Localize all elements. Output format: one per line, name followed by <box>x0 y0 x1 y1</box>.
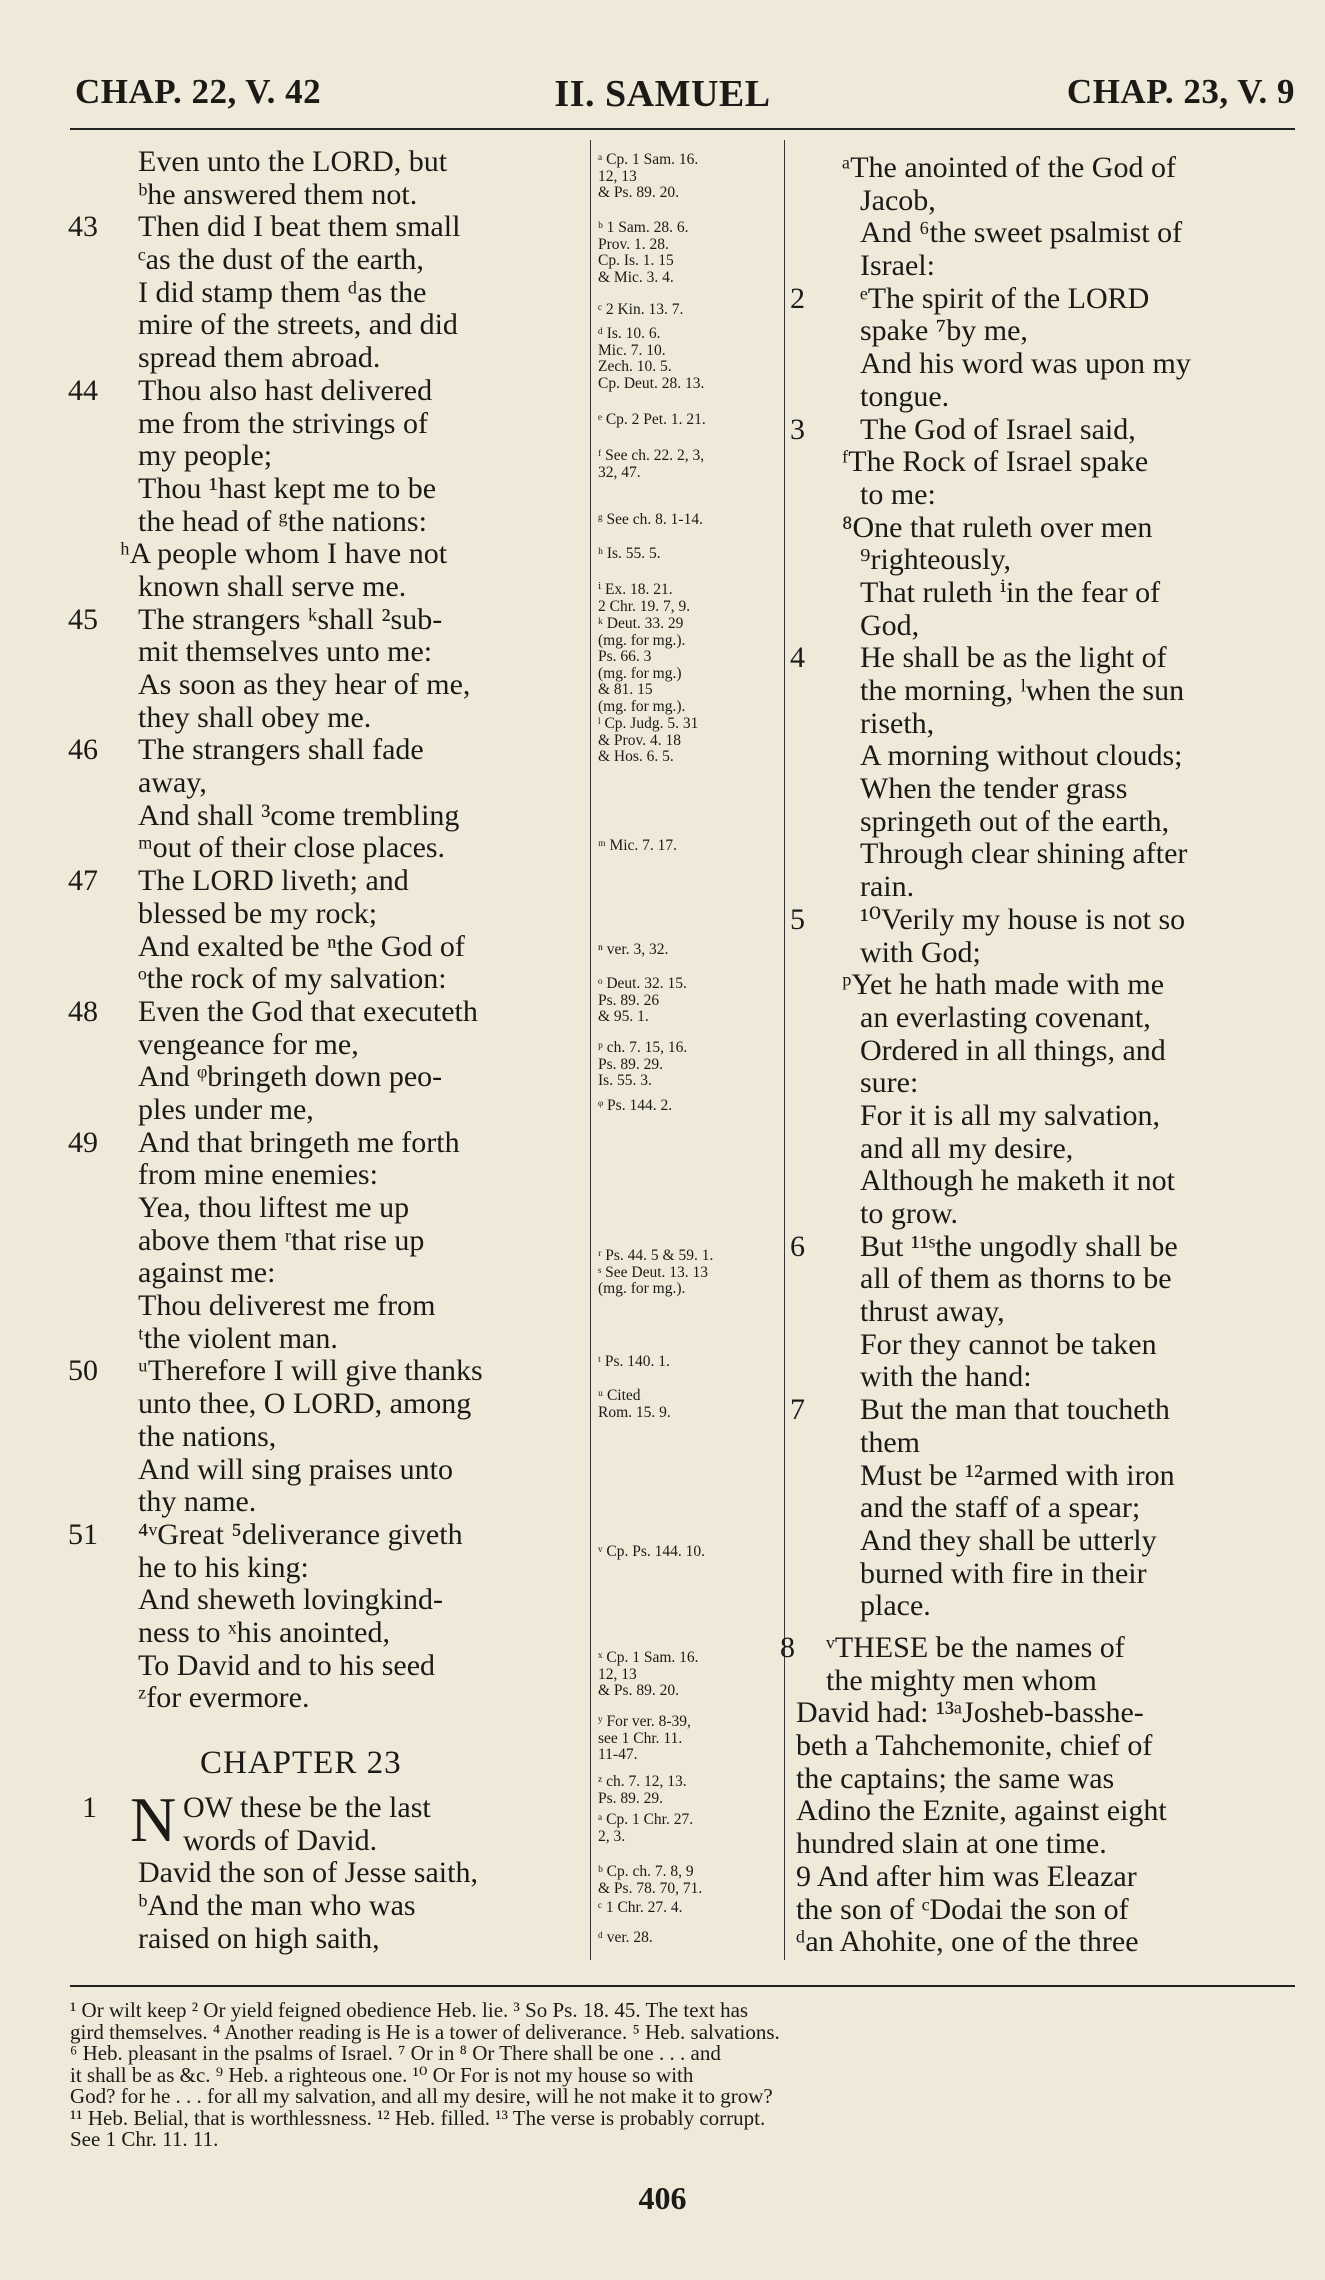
verse-number: 47 <box>68 864 98 898</box>
verse-line <box>68 408 576 441</box>
verse-text: And will sing praises unto <box>138 1452 453 1486</box>
verse-text: with the hand: <box>860 1360 1032 1394</box>
verse-number: 6 <box>790 1229 805 1263</box>
verse-text: But the man that toucheth <box>860 1393 1170 1427</box>
verse-text: For it is all my salvation, <box>860 1098 1160 1132</box>
verse-text: ᵘTherefore I will give thanks <box>138 1354 483 1388</box>
verse-line <box>790 1492 1295 1525</box>
verse-text: ᵖYet he hath made with me <box>842 968 1165 1002</box>
verse-text: And ᵠbringeth down peo- <box>138 1060 443 1094</box>
verse-text: with God; <box>860 935 981 969</box>
verse-number: 5 <box>790 902 805 936</box>
verse-line <box>68 1923 576 1956</box>
verse-line <box>790 1525 1295 1558</box>
verse-text: above them ʳthat rise up <box>138 1223 425 1257</box>
verse-text: and the staff of a spear; <box>860 1491 1141 1525</box>
verse-line <box>790 446 1295 479</box>
verse-line <box>790 1590 1295 1623</box>
verse-text: When the tender grass <box>860 772 1128 806</box>
cross-reference: ʸ For ver. 8-39, see 1 Chr. 11. 11-47. <box>598 1713 691 1763</box>
verse-line <box>790 871 1295 904</box>
verse-line <box>68 1225 576 1258</box>
verse-text: Israel: <box>860 249 935 283</box>
verse-text: burned with fire in their <box>860 1556 1147 1590</box>
verse-line <box>68 1890 576 1923</box>
verse-line <box>68 996 576 1029</box>
verse-number: 45 <box>68 602 98 636</box>
column-divider-left <box>590 140 591 1960</box>
cross-reference: ᵇ 1 Sam. 28. 6. Prov. 1. 28. Cp. Is. 1. 15 & Mic. 3. 4. <box>598 219 689 286</box>
prose-text: David had: ¹³ᵃJosheb-basshe- <box>796 1696 1144 1730</box>
verse-text: For they cannot be taken <box>860 1327 1157 1361</box>
cross-reference: ᵗ Ps. 140. 1. <box>598 1353 670 1370</box>
verse-line <box>790 1231 1295 1264</box>
verse-text: springeth out of the earth, <box>860 804 1170 838</box>
verse-line <box>68 211 576 244</box>
left-text-column <box>68 146 576 1715</box>
verse-line <box>68 1552 576 1585</box>
verse-text: And they shall be utterly <box>860 1523 1157 1557</box>
verse-text: ness to ˣhis anointed, <box>138 1615 390 1649</box>
verse-line <box>68 931 576 964</box>
drop-capital: N <box>130 1784 177 1855</box>
page-number: 406 <box>638 2180 687 2216</box>
chapter-23-opening <box>68 1784 576 1955</box>
verse-text: And that bringeth me forth <box>138 1125 460 1159</box>
verse-text: ᵇhe answered them not. <box>138 177 418 211</box>
prose-text: the mighty men whom <box>826 1663 1097 1697</box>
verse-text: Jacob, <box>860 183 936 217</box>
cross-reference: ⁿ ver. 3, 32. <box>598 941 669 958</box>
verse-text: the head of ᵍthe nations: <box>138 504 427 538</box>
verse-text: ¹⁰Verily my house is not so <box>860 902 1186 936</box>
verse-text: unto thee, O LORD, among <box>138 1387 472 1421</box>
cross-reference: ᵏ Deut. 33. 29 (mg. for mg.). Ps. 66. 3 (mg. for mg.) & 81. 15 (mg. for mg.). <box>598 615 686 715</box>
prose-line <box>790 1665 1295 1698</box>
cross-reference: ᵘ Cited Rom. 15. 9. <box>598 1387 671 1421</box>
verse-line <box>68 1159 576 1192</box>
cross-reference: ⁱ Ex. 18. 21. 2 Chr. 19. 7, 9. <box>598 581 691 615</box>
prose-line <box>790 1730 1295 1763</box>
prose-line <box>790 1697 1295 1730</box>
verse-text: an everlasting covenant, <box>860 1000 1151 1034</box>
verse-text: spake ⁷by me, <box>860 314 1028 348</box>
prose-text: the son of ᶜDodai the son of <box>796 1892 1129 1926</box>
cross-reference: ˣ Cp. 1 Sam. 16. 12, 13 & Ps. 89. 20. <box>598 1649 699 1699</box>
verse-line <box>68 702 576 735</box>
verse-line <box>68 1029 576 1062</box>
verse-text: he to his king: <box>138 1550 309 1584</box>
cross-reference: ᵐ Mic. 7. 17. <box>598 837 678 854</box>
verse-text: the nations, <box>138 1419 277 1453</box>
verse-text: Even unto the LORD, but <box>138 145 448 178</box>
column-divider-right <box>784 140 785 1960</box>
prose-text: ᵛTHESE be the names of <box>826 1631 1125 1664</box>
verse-line <box>68 1857 576 1890</box>
verse-text: And shall ³come trembling <box>138 798 460 832</box>
footnote-rule <box>70 1985 1295 1987</box>
verse-line <box>790 1427 1295 1460</box>
verse-text: Thou also hast delivered <box>138 373 433 407</box>
cross-reference: ʳ Ps. 44. 5 & 59. 1. ˢ See Deut. 13. 13 (mg. for mg.). <box>598 1247 714 1297</box>
cross-reference: ᶻ ch. 7. 12, 13. Ps. 89. 29. <box>598 1773 687 1807</box>
verse-line <box>790 708 1295 741</box>
verse-line <box>790 577 1295 610</box>
verse-text: ⁸One that ruleth over men <box>842 510 1153 544</box>
verse-line <box>68 865 576 898</box>
verse-text: rain. <box>860 870 915 904</box>
verse-line <box>790 806 1295 839</box>
verse-text: they shall obey me. <box>138 700 372 734</box>
verse-line <box>68 1682 576 1715</box>
verse-line <box>68 1486 576 1519</box>
verse-line <box>790 1558 1295 1591</box>
verse-line <box>790 969 1295 1002</box>
prose-section <box>780 1631 1295 1959</box>
verse-text: OW these be the last <box>183 1791 431 1824</box>
cross-reference: ᶜ 2 Kin. 13. 7. <box>598 301 684 318</box>
verse-line <box>790 838 1295 871</box>
cross-reference: ᶜ 1 Chr. 27. 4. <box>598 1899 683 1916</box>
header-right: CHAP. 23, V. 9 <box>1066 72 1295 111</box>
verse-line <box>790 1035 1295 1068</box>
verse-text: As soon as they hear of me, <box>138 668 471 701</box>
verse-line <box>68 898 576 931</box>
header-left: CHAP. 22, V. 42 <box>75 72 322 111</box>
verse-text: Even the God that executeth <box>138 994 478 1028</box>
verse-text: ᵃThe anointed of the God of <box>842 151 1176 184</box>
verse-text: mire of the streets, and did <box>138 308 458 342</box>
verse-number: 46 <box>68 733 98 767</box>
verse-line <box>68 767 576 800</box>
verse-text: Although he maketh it not <box>860 1164 1175 1198</box>
verse-line <box>68 1519 576 1552</box>
right-text-column <box>790 152 1295 1623</box>
verse-text: The LORD liveth; and <box>138 864 409 898</box>
verse-line <box>68 734 576 767</box>
cross-reference: ᵈ ver. 28. <box>598 1929 653 1946</box>
verse-line <box>790 185 1295 218</box>
verse-text: ᵉThe spirit of the LORD <box>860 281 1150 315</box>
verse-text: tongue. <box>860 379 950 413</box>
header-book-title: II. SAMUEL <box>554 73 771 115</box>
verse-line <box>68 375 576 408</box>
verse-text: ʰA people whom I have not <box>120 537 448 571</box>
verse-number: 8 <box>780 1631 795 1664</box>
verse-line <box>68 244 576 277</box>
verse-line <box>68 1192 576 1225</box>
verse-text: God, <box>860 608 920 642</box>
verse-text: vengeance for me, <box>138 1027 359 1061</box>
prose-text: hundred slain at one time. <box>796 1827 1107 1861</box>
verse-line <box>790 1067 1295 1100</box>
verse-text: all of them as thorns to be <box>860 1262 1172 1296</box>
cross-reference: ᵒ Deut. 32. 15. Ps. 89. 26 & 95. 1. <box>598 975 687 1025</box>
verse-line <box>790 1460 1295 1493</box>
cross-reference: ᵛ Cp. Ps. 144. 10. <box>598 1543 706 1560</box>
verse-line <box>790 1100 1295 1133</box>
verse-text: David the son of Jesse saith, <box>138 1856 478 1890</box>
prose-line <box>790 1828 1295 1861</box>
cross-reference: ᵇ Cp. ch. 7. 8, 9 & Ps. 78. 70, 71. <box>598 1863 703 1897</box>
verse-line <box>68 473 576 506</box>
cross-reference: ᵍ See ch. 8. 1-14. <box>598 511 703 528</box>
verse-number: 50 <box>68 1354 98 1388</box>
verse-number: 44 <box>68 373 98 407</box>
verse-text: The strangers shall fade <box>138 733 424 767</box>
verse-line <box>68 146 576 179</box>
verse-line <box>790 1133 1295 1166</box>
verse-line <box>790 937 1295 970</box>
verse-text: The strangers ᵏshall ²sub- <box>138 602 443 636</box>
verse-text: known shall serve me. <box>138 569 407 603</box>
prose-text: beth a Tahchemonite, chief of <box>796 1729 1153 1763</box>
verse-text: from mine enemies: <box>138 1158 378 1192</box>
footnote-line: it shall be as &c. ⁹ Heb. a righteous one. ¹⁰ Or For is not my house so with <box>70 2062 694 2087</box>
cross-reference: ᵃ Cp. 1 Sam. 16. 12, 13 & Ps. 89. 20. <box>598 151 699 201</box>
verse-text: The God of Israel said, <box>860 412 1136 446</box>
verse-line <box>68 1454 576 1487</box>
verse-text: ᶻfor evermore. <box>138 1681 310 1715</box>
verse-line <box>68 832 576 865</box>
verse-line <box>790 610 1295 643</box>
verse-text: Thou ¹hast kept me to be <box>138 471 437 505</box>
verse-text: to me: <box>860 477 936 511</box>
prose-line <box>790 1894 1295 1927</box>
verse-number: 43 <box>68 210 98 244</box>
verse-text: And sheweth lovingkind- <box>138 1583 443 1617</box>
verse-text: blessed be my rock; <box>138 896 378 930</box>
verse-line <box>790 414 1295 447</box>
verse-line <box>68 1355 576 1388</box>
cross-reference: ᵃ Cp. 1 Chr. 27. 2, 3. <box>598 1811 694 1845</box>
verse-number: 7 <box>790 1393 805 1427</box>
chapter-heading: CHAPTER 23 <box>200 1745 402 1781</box>
header-rule <box>70 128 1295 130</box>
footnote-line: ¹¹ Heb. Belial, that is worthlessness. ¹² Heb. filled. ¹³ The verse is probably corrupt. <box>70 2105 766 2130</box>
verse-text: But ¹¹ˢthe ungodly shall be <box>860 1229 1178 1263</box>
verse-text: thy name. <box>138 1485 257 1519</box>
verse-text: the morning, ˡwhen the sun <box>860 674 1185 707</box>
verse-text: raised on high saith, <box>138 1921 380 1955</box>
verse-line <box>790 152 1295 185</box>
verse-line <box>790 1329 1295 1362</box>
verse-line <box>68 636 576 669</box>
verse-line <box>790 1361 1295 1394</box>
verse-line <box>790 773 1295 806</box>
verse-line <box>790 642 1295 675</box>
verse-line <box>68 1323 576 1356</box>
verse-line <box>790 740 1295 773</box>
verse-line <box>790 348 1295 381</box>
verse-text: He shall be as the light of <box>860 641 1167 675</box>
verse-text: them <box>860 1425 920 1459</box>
cross-reference: ᶠ See ch. 22. 2, 3, 32, 47. <box>598 447 705 481</box>
verse-line <box>68 277 576 310</box>
verse-line <box>68 963 576 996</box>
verse-line <box>68 1094 576 1127</box>
verse-line <box>790 217 1295 250</box>
verse-text: Yea, thou liftest me up <box>138 1191 410 1224</box>
verse-text: riseth, <box>860 706 935 740</box>
verse-line <box>68 342 576 375</box>
verse-line <box>68 1617 576 1650</box>
footnote-line: ⁶ Heb. pleasant in the psalms of Israel. ⁷ Or in ⁸ Or There shall be one . . . and <box>70 2041 721 2065</box>
verse-line <box>68 1257 576 1290</box>
prose-line <box>790 1795 1295 1828</box>
verse-line <box>68 1584 576 1617</box>
verse-line <box>68 604 576 637</box>
verse-line <box>790 1394 1295 1427</box>
verse-text: ᶜas the dust of the earth, <box>138 243 424 277</box>
prose-line <box>790 1763 1295 1796</box>
verse-line <box>790 544 1295 577</box>
verse-number: 3 <box>790 412 805 446</box>
verse-line <box>68 309 576 342</box>
verse-text: ᵇAnd the man who was <box>138 1889 416 1923</box>
verse-line <box>68 1127 576 1160</box>
verse-number: 4 <box>790 641 805 675</box>
verse-line <box>790 1002 1295 1035</box>
verse-text: me from the strivings of <box>138 406 428 440</box>
verse-text: words of David. <box>183 1823 378 1857</box>
verse-line <box>790 675 1295 708</box>
verse-line <box>68 1290 576 1323</box>
verse-text: spread them abroad. <box>138 341 381 375</box>
prose-text: Adino the Eznite, against eight <box>796 1794 1167 1828</box>
verse-line <box>68 538 576 571</box>
verse-line <box>68 179 576 212</box>
verse-line <box>68 571 576 604</box>
verse-text: thrust away, <box>860 1295 1005 1329</box>
verse-text: Then did I beat them small <box>138 210 461 244</box>
verse-text: To David and to his seed <box>138 1648 436 1682</box>
verse-line <box>790 381 1295 414</box>
verse-text: And ⁶the sweet psalmist of <box>860 216 1183 250</box>
verse-number: 49 <box>68 1125 98 1159</box>
verse-line <box>790 283 1295 316</box>
footnote-line: See 1 Chr. 11. 11. <box>70 2127 219 2151</box>
verse-line <box>68 1421 576 1454</box>
verse-line <box>790 479 1295 512</box>
verse-line <box>68 440 576 473</box>
cross-reference: ˡ Cp. Judg. 5. 31 & Prov. 4. 18 & Hos. 6. 5. <box>598 715 699 765</box>
verse-text: away, <box>138 766 207 800</box>
cross-reference: ʰ Is. 55. 5. <box>598 545 661 562</box>
prose-text: ᵈan Ahohite, one of the three <box>796 1925 1139 1959</box>
verse-number: 1 <box>82 1791 97 1824</box>
verse-text: ᵒthe rock of my salvation: <box>138 962 447 996</box>
verse-number: 51 <box>68 1517 98 1551</box>
footnote-line: God? for he . . . for all my salvation, and all my desire, will he not make it to grow? <box>70 2084 773 2108</box>
verse-text: Thou deliverest me from <box>138 1289 436 1323</box>
prose-text: 9 And after him was Eleazar <box>796 1859 1137 1893</box>
verse-text: Must be ¹²armed with iron <box>860 1458 1175 1492</box>
cross-reference: ᵠ Ps. 144. 2. <box>598 1097 673 1114</box>
footnote-line: gird themselves. ⁴ Another reading is He is a tower of deliverance. ⁵ Heb. salvations. <box>70 2019 780 2044</box>
verse-text: ⁴ᵛGreat ⁵deliverance giveth <box>138 1517 463 1551</box>
verse-line <box>790 1165 1295 1198</box>
verse-text: place. <box>860 1589 931 1623</box>
verse-text: to grow. <box>860 1197 959 1230</box>
verse-text: sure: <box>860 1066 919 1100</box>
verse-text: ᵐout of their close places. <box>138 831 446 865</box>
verse-text: ᵗthe violent man. <box>138 1321 338 1355</box>
verse-text: mit themselves unto me: <box>138 635 433 669</box>
verse-text: That ruleth ⁱin the fear of <box>860 575 1161 609</box>
verse-number: 48 <box>68 994 98 1028</box>
verse-text: I did stamp them ᵈas the <box>138 275 427 309</box>
verse-line <box>68 669 576 702</box>
prose-text: the captains; the same was <box>796 1761 1115 1795</box>
verse-text: A morning without clouds; <box>860 739 1183 773</box>
verse-line <box>68 1650 576 1683</box>
verse-line <box>790 250 1295 283</box>
verse-line <box>68 506 576 539</box>
verse-text: against me: <box>138 1256 276 1290</box>
verse-text: Through clear shining after <box>860 837 1188 871</box>
cross-reference: ᵈ Is. 10. 6. Mic. 7. 10. Zech. 10. 5. Cp. Deut. 28. 13. <box>598 325 705 392</box>
prose-line <box>790 1926 1295 1959</box>
cross-reference: ᵖ ch. 7. 15, 16. Ps. 89. 29. Is. 55. 3. <box>598 1039 688 1089</box>
verse-text: ⁹righteously, <box>860 543 1011 577</box>
prose-line <box>780 1631 1295 1665</box>
verse-line <box>790 1263 1295 1296</box>
cross-reference: ᵉ Cp. 2 Pet. 1. 21. <box>598 411 706 428</box>
verse-line <box>790 512 1295 545</box>
footnote-line: ¹ Or wilt keep ² Or yield feigned obedience Heb. lie. ³ So Ps. 18. 45. The text has <box>70 1998 749 2022</box>
verse-text: my people; <box>138 439 273 473</box>
verse-text: and all my desire, <box>860 1131 1074 1165</box>
prose-line <box>790 1861 1295 1894</box>
verse-text: And his word was upon my <box>860 347 1191 381</box>
verse-text: And exalted be ⁿthe God of <box>138 929 465 963</box>
verse-line <box>68 1061 576 1094</box>
verse-text: ples under me, <box>138 1092 314 1126</box>
verse-line <box>790 1198 1295 1231</box>
verse-line <box>790 315 1295 348</box>
verse-number: 2 <box>790 281 805 315</box>
verse-line <box>68 800 576 833</box>
verse-line <box>68 1825 576 1858</box>
verse-line <box>790 1296 1295 1329</box>
verse-text: Ordered in all things, and <box>860 1033 1166 1067</box>
footnotes <box>70 2000 1295 2151</box>
verse-line <box>790 904 1295 937</box>
verse-line <box>68 1388 576 1421</box>
verse-text: ᶠThe Rock of Israel spake <box>842 445 1149 479</box>
